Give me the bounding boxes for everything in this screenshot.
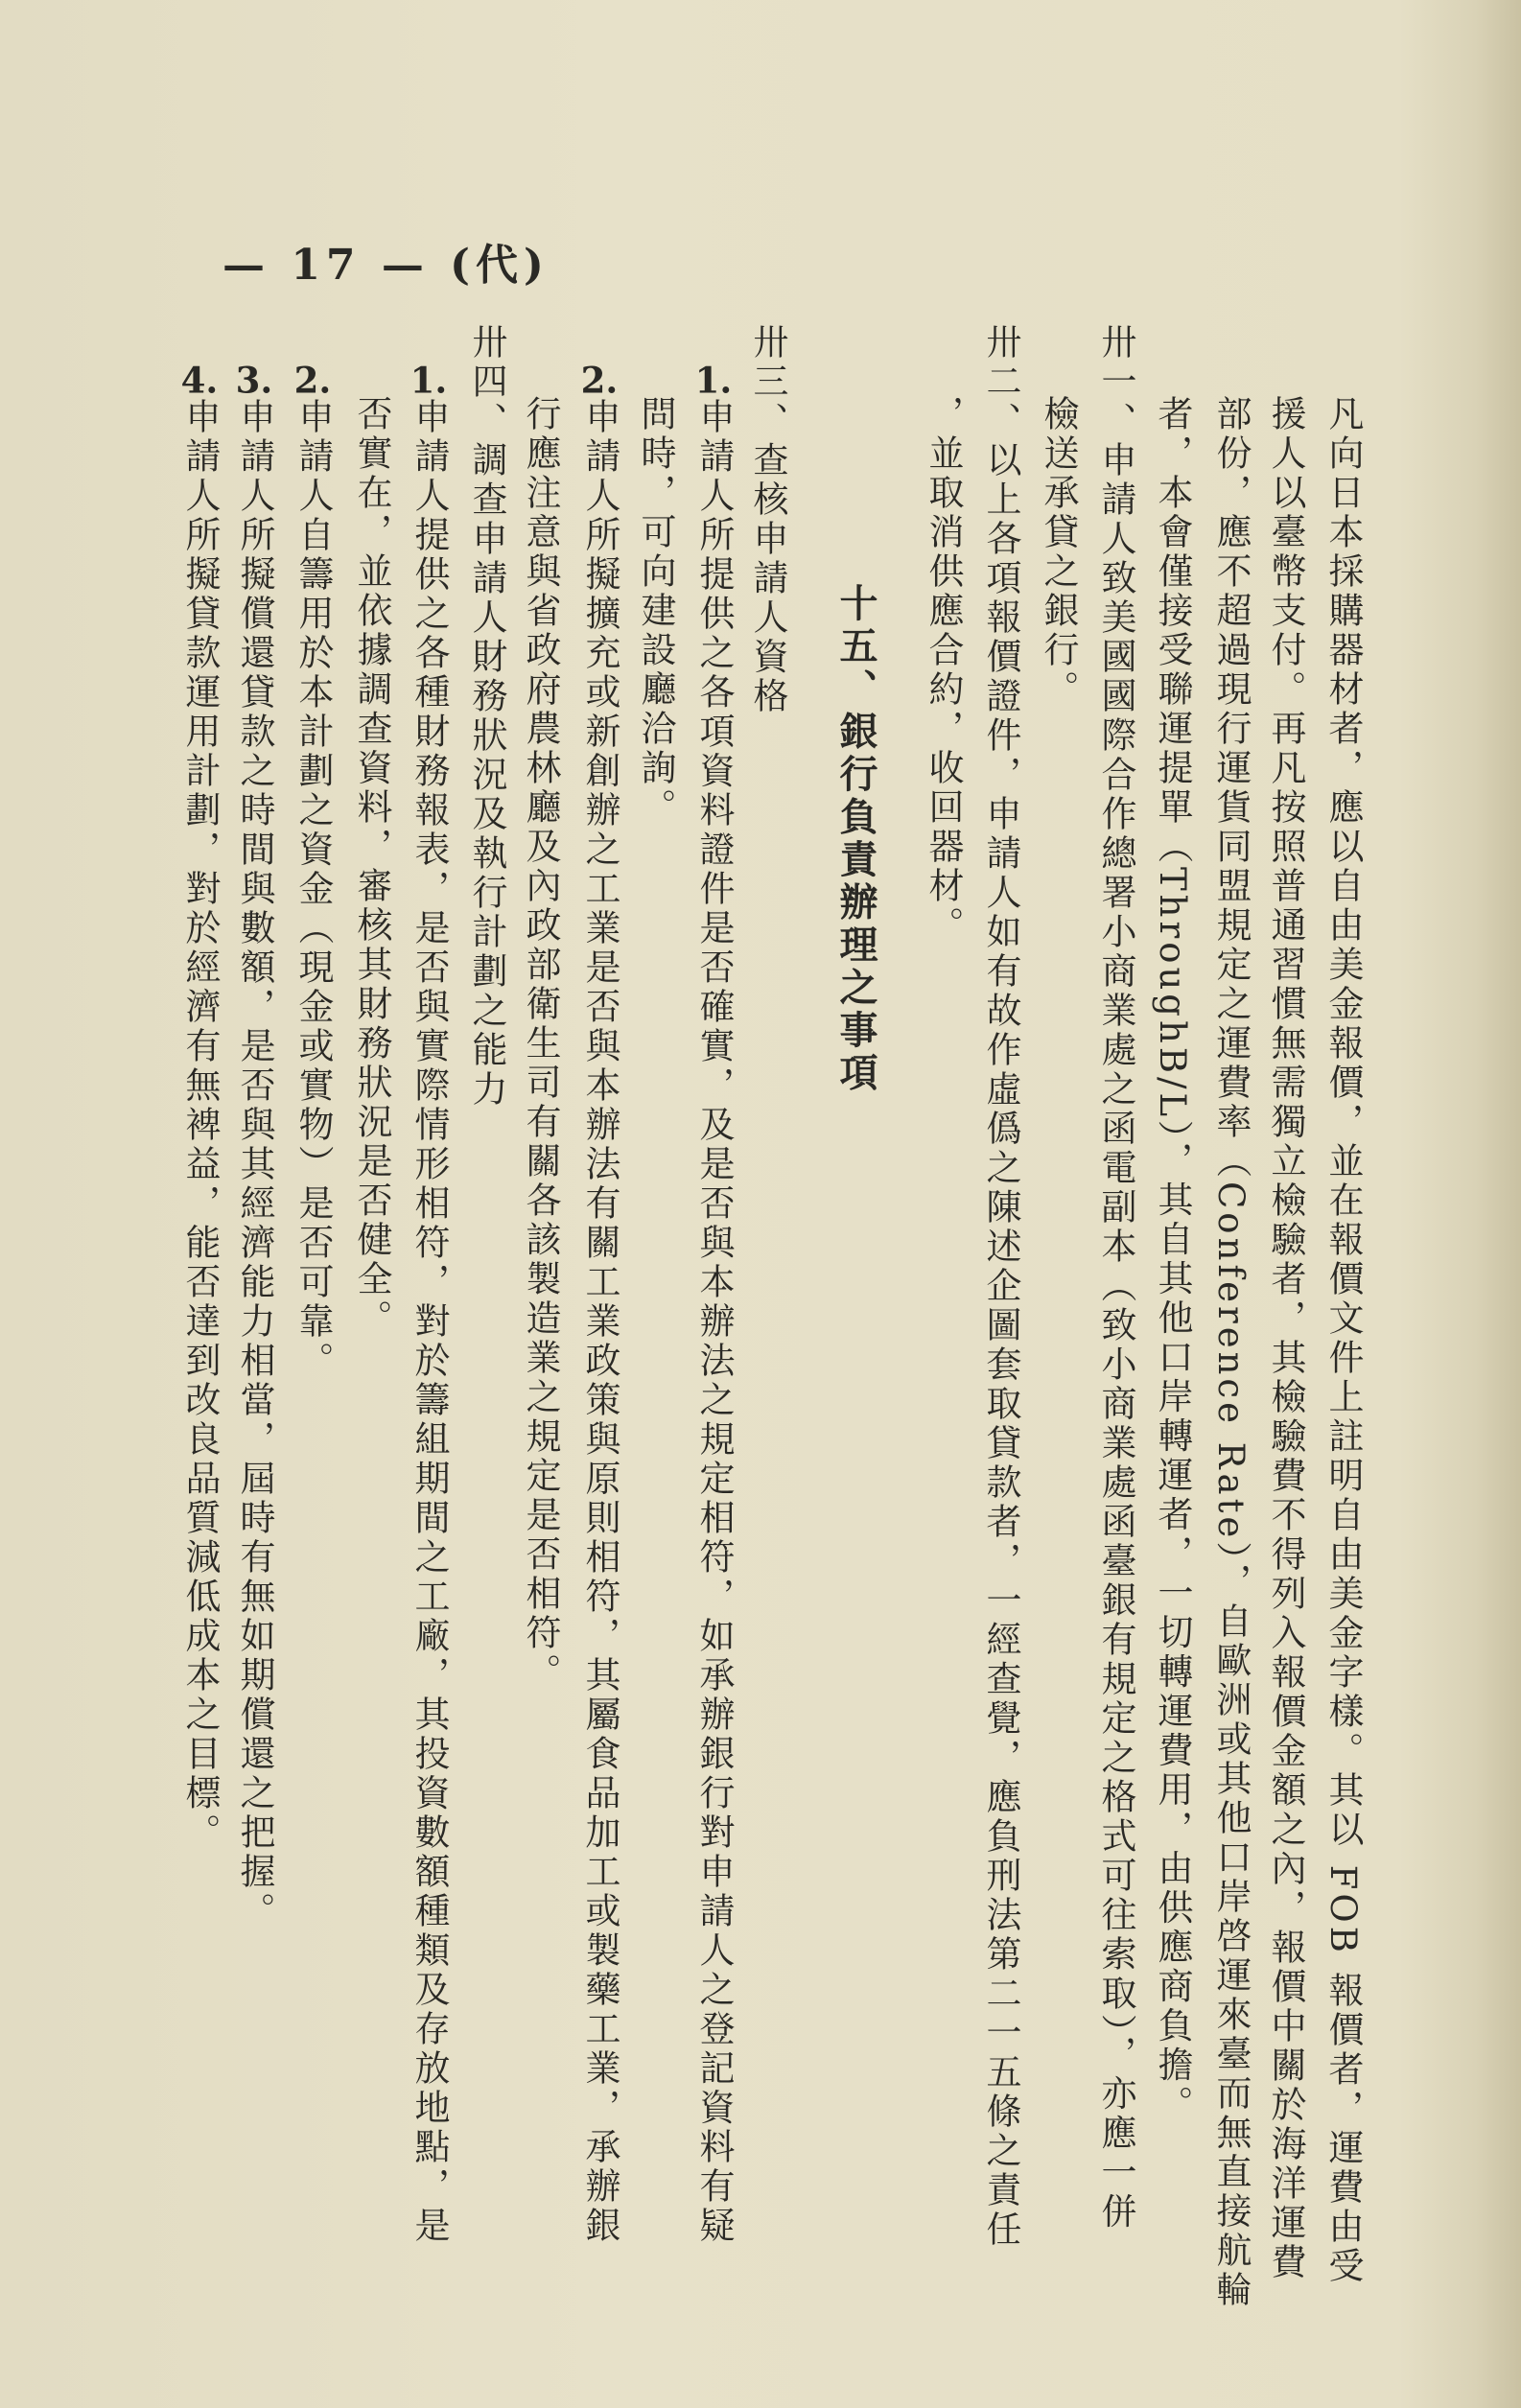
item-text: 申請人所擬償還貸款之時間與數額，是否與其經濟能力相當，屆時有無如期償還之把握。 [234, 398, 275, 1931]
clause-33-title: 卅三、查核申請人資格 [747, 323, 788, 716]
text-column: 檢送承貸之銀行。 [1038, 395, 1079, 710]
clause-32: 卅二、以上各項報價證件，申請人如有故作虛僞之陳述企圖套取貸款者，一經查覺，應負刑法第二一五條之責任 [980, 323, 1021, 2250]
section-heading: 十五、銀行負責辦理之事項 [833, 583, 878, 1095]
text-column: 行應注意與省政府農林廳及內政部衛生司有關各該製造業之規定是否相符。 [520, 395, 561, 1693]
clause-31: 卅一、申請人致美國國際合作總署小商業處之函電副本（致小商業處函臺銀有規定之格式可往索取），亦應一併 [1095, 323, 1136, 2233]
text-column: 者，本會僅接受聯運提單（ThroughB/L），其自其他口岸轉運者，一切轉運費用，由供應商負擔。 [1152, 395, 1193, 2125]
list-item [571, 362, 628, 2246]
item-text: 申請人提供之各種財務報表，是否與實際情形相符，對於籌組期間之工廠，其投資數額種類及存放地點，是 [409, 398, 450, 2246]
item-number: 2. [580, 362, 619, 398]
list-item [685, 362, 742, 2246]
text-column: 否實在，並依據調查資料，審核其財務狀況是否健全。 [351, 395, 392, 1339]
item-text: 申請人自籌用於本計劃之資金（現金或實物）是否可靠。 [292, 398, 334, 1381]
text-column: 問時，可向建設廳洽詢。 [635, 395, 676, 828]
list-item [400, 362, 457, 2246]
page-number: — 17 — (代) [222, 241, 550, 290]
text-column: 援人以臺幣支付。再凡按照普通習慣無需獨立檢驗者，其檢驗費不得列入報價金額之內，報價中關於海洋運費 [1265, 395, 1306, 2282]
list-item [225, 362, 283, 1931]
clause-34-title: 卅四、調查申請人財務狀況及執行計劃之能力 [466, 323, 507, 1110]
item-text: 申請人所提供之各項資料證件是否確實，及是否與本辦法之規定相符，如承辦銀行對申請人之登記資料有疑 [693, 398, 735, 2246]
item-number: 1. [410, 362, 448, 398]
item-number: 4. [180, 362, 219, 398]
item-number: 1. [694, 362, 733, 398]
text-column: 部份，應不超過現行運貨同盟規定之運費率（Conference Rate），自歐洲或其他口岸啓運來臺而無直接航輪 [1210, 395, 1252, 2310]
list-item [171, 362, 228, 1853]
item-number: 3. [235, 362, 273, 398]
item-text: 申請人所擬貸款運用計劃，對於經濟有無裨益，能否達到改良品質減低成本之目標。 [179, 398, 221, 1853]
list-item [284, 362, 341, 1381]
item-text: 申請人所擬擴充或新創辦之工業是否與本辦法有關工業政策與原則相符，其屬食品加工或製藥工業，承辦銀 [579, 398, 620, 2246]
text-column: ，並取消供應合約，收回器材。 [923, 395, 964, 946]
item-number: 2. [293, 362, 332, 398]
text-column: 凡向日本採購器材者，應以自由美金報價，並在報價文件上註明自由美金字樣。其以 FOB 報價者，運費由受 [1322, 395, 1364, 2286]
